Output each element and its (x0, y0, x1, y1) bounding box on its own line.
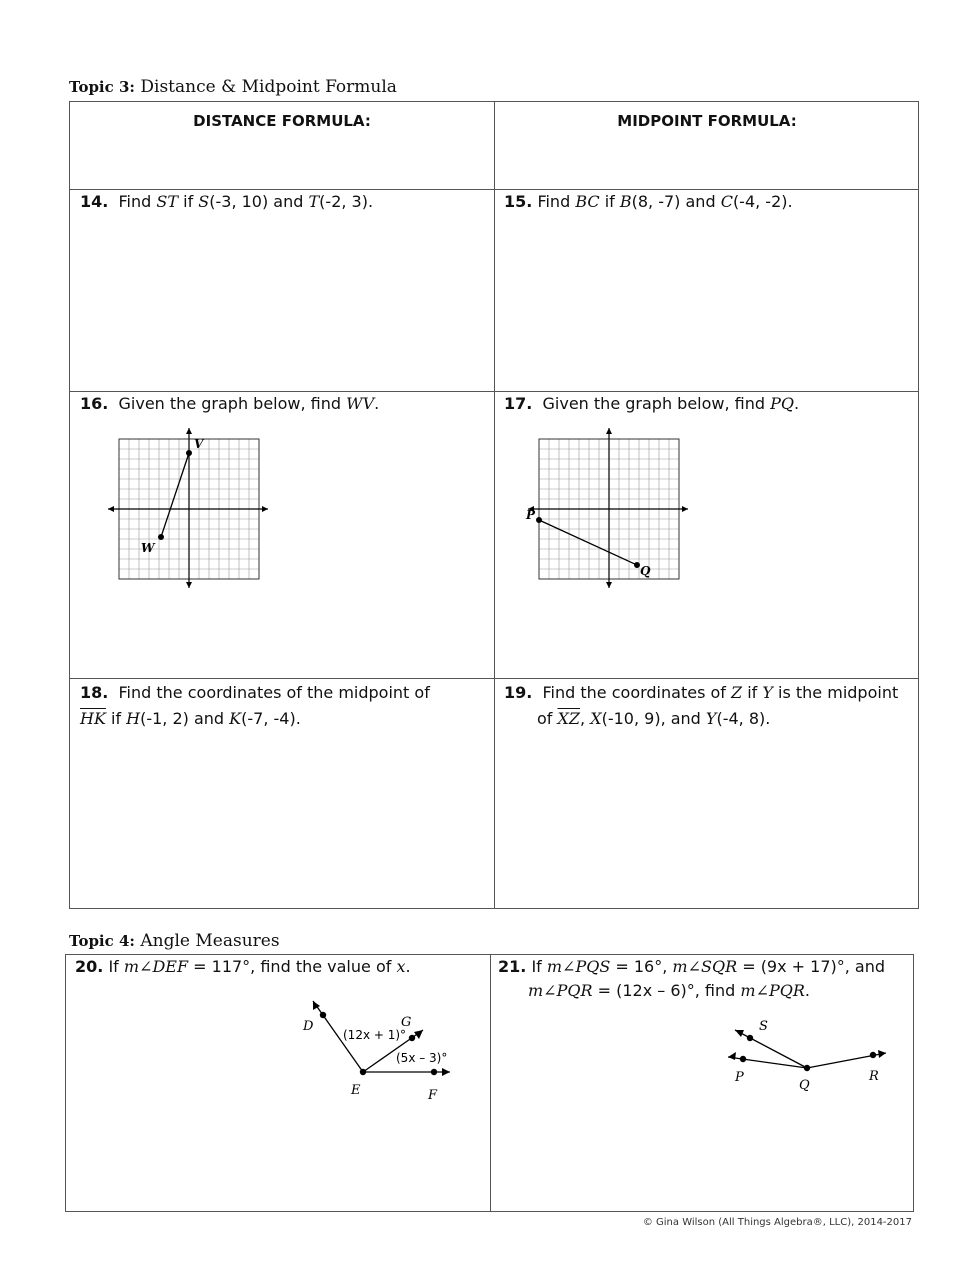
copyright-footer: © Gina Wilson (All Things Algebra®, LLC), 2014-2017 (642, 1217, 912, 1228)
question-18: 18. Find the coordinates of the midpoint of $\overline{HK}$ if H(-1, 2) and K(-7, -4). (80, 683, 430, 728)
question-number: 17. (504, 394, 533, 413)
label-p: P (526, 508, 536, 522)
point-q (804, 1065, 810, 1071)
question-17: 17. Given the graph below, find PQ. (504, 394, 800, 413)
question-number: 14. (80, 192, 109, 211)
question-number: 16. (80, 394, 109, 413)
label-f: F (428, 1088, 438, 1103)
label-q: Q (640, 564, 651, 578)
angle-label-2: (5x – 3)° (396, 1051, 448, 1065)
graph-16 (108, 428, 278, 588)
angle-diagram-20 (295, 995, 495, 1105)
angle-label-1: (12x + 1)° (343, 1028, 407, 1042)
point-s (747, 1035, 753, 1041)
label-q: Q (799, 1078, 810, 1093)
topic-3-heading (69, 77, 397, 97)
topic-4-title: Angle Measures (140, 931, 280, 951)
question-number: 20. (75, 957, 104, 976)
question-15: 15. Find BC if B(8, -7) and C(-4, -2). (504, 192, 793, 211)
question-14: 14. Find ST if S(-3, 10) and T(-2, 3). (80, 192, 374, 211)
question-number: 15. (504, 192, 533, 211)
label-d: D (303, 1019, 314, 1034)
point-g (409, 1035, 415, 1041)
point-p (740, 1056, 746, 1062)
point-p (536, 517, 542, 523)
topic-3-title: Distance & Midpoint Formula (140, 77, 397, 97)
question-16: 16. Given the graph below, find WV. (80, 394, 380, 413)
topic-4-heading (69, 931, 280, 951)
label-p: P (735, 1070, 744, 1085)
label-e: E (351, 1083, 361, 1098)
segment-wv (161, 453, 189, 537)
point-f (431, 1069, 437, 1075)
label-r: R (869, 1069, 879, 1084)
question-number: 18. (80, 683, 109, 702)
label-v: V (194, 437, 204, 451)
graph-17 (528, 428, 698, 588)
label-w: W (141, 541, 155, 555)
question-number: 19. (504, 683, 533, 702)
point-d (320, 1012, 326, 1018)
question-number: 21. (498, 957, 527, 976)
point-e (360, 1069, 366, 1075)
label-g: G (401, 1015, 412, 1030)
topic-4-label: Topic 4: (69, 932, 135, 950)
question-19: 19. Find the coordinates of Z if Y is the midpoint of $\overline{XZ}$, X(-10, 9), and Y(-4, 8). (504, 683, 899, 728)
midpoint-formula-header: MIDPOINT FORMULA: (617, 112, 797, 130)
distance-formula-header: DISTANCE FORMULA: (193, 112, 371, 130)
segment-pq (539, 520, 637, 565)
point-w (158, 534, 164, 540)
label-s: S (759, 1019, 768, 1034)
point-v (186, 450, 192, 456)
topic-3-label: Topic 3: (69, 78, 135, 96)
angle-diagram-21 (722, 1015, 902, 1095)
question-20: 20. If m∠DEF = 117°, find the value of x. (75, 957, 411, 976)
point-r (870, 1052, 876, 1058)
question-21: 21. If m∠PQS = 16°, m∠SQR = (9x + 17)°, and m∠PQR = (12x – 6)°, find m∠PQR. (498, 957, 886, 1000)
